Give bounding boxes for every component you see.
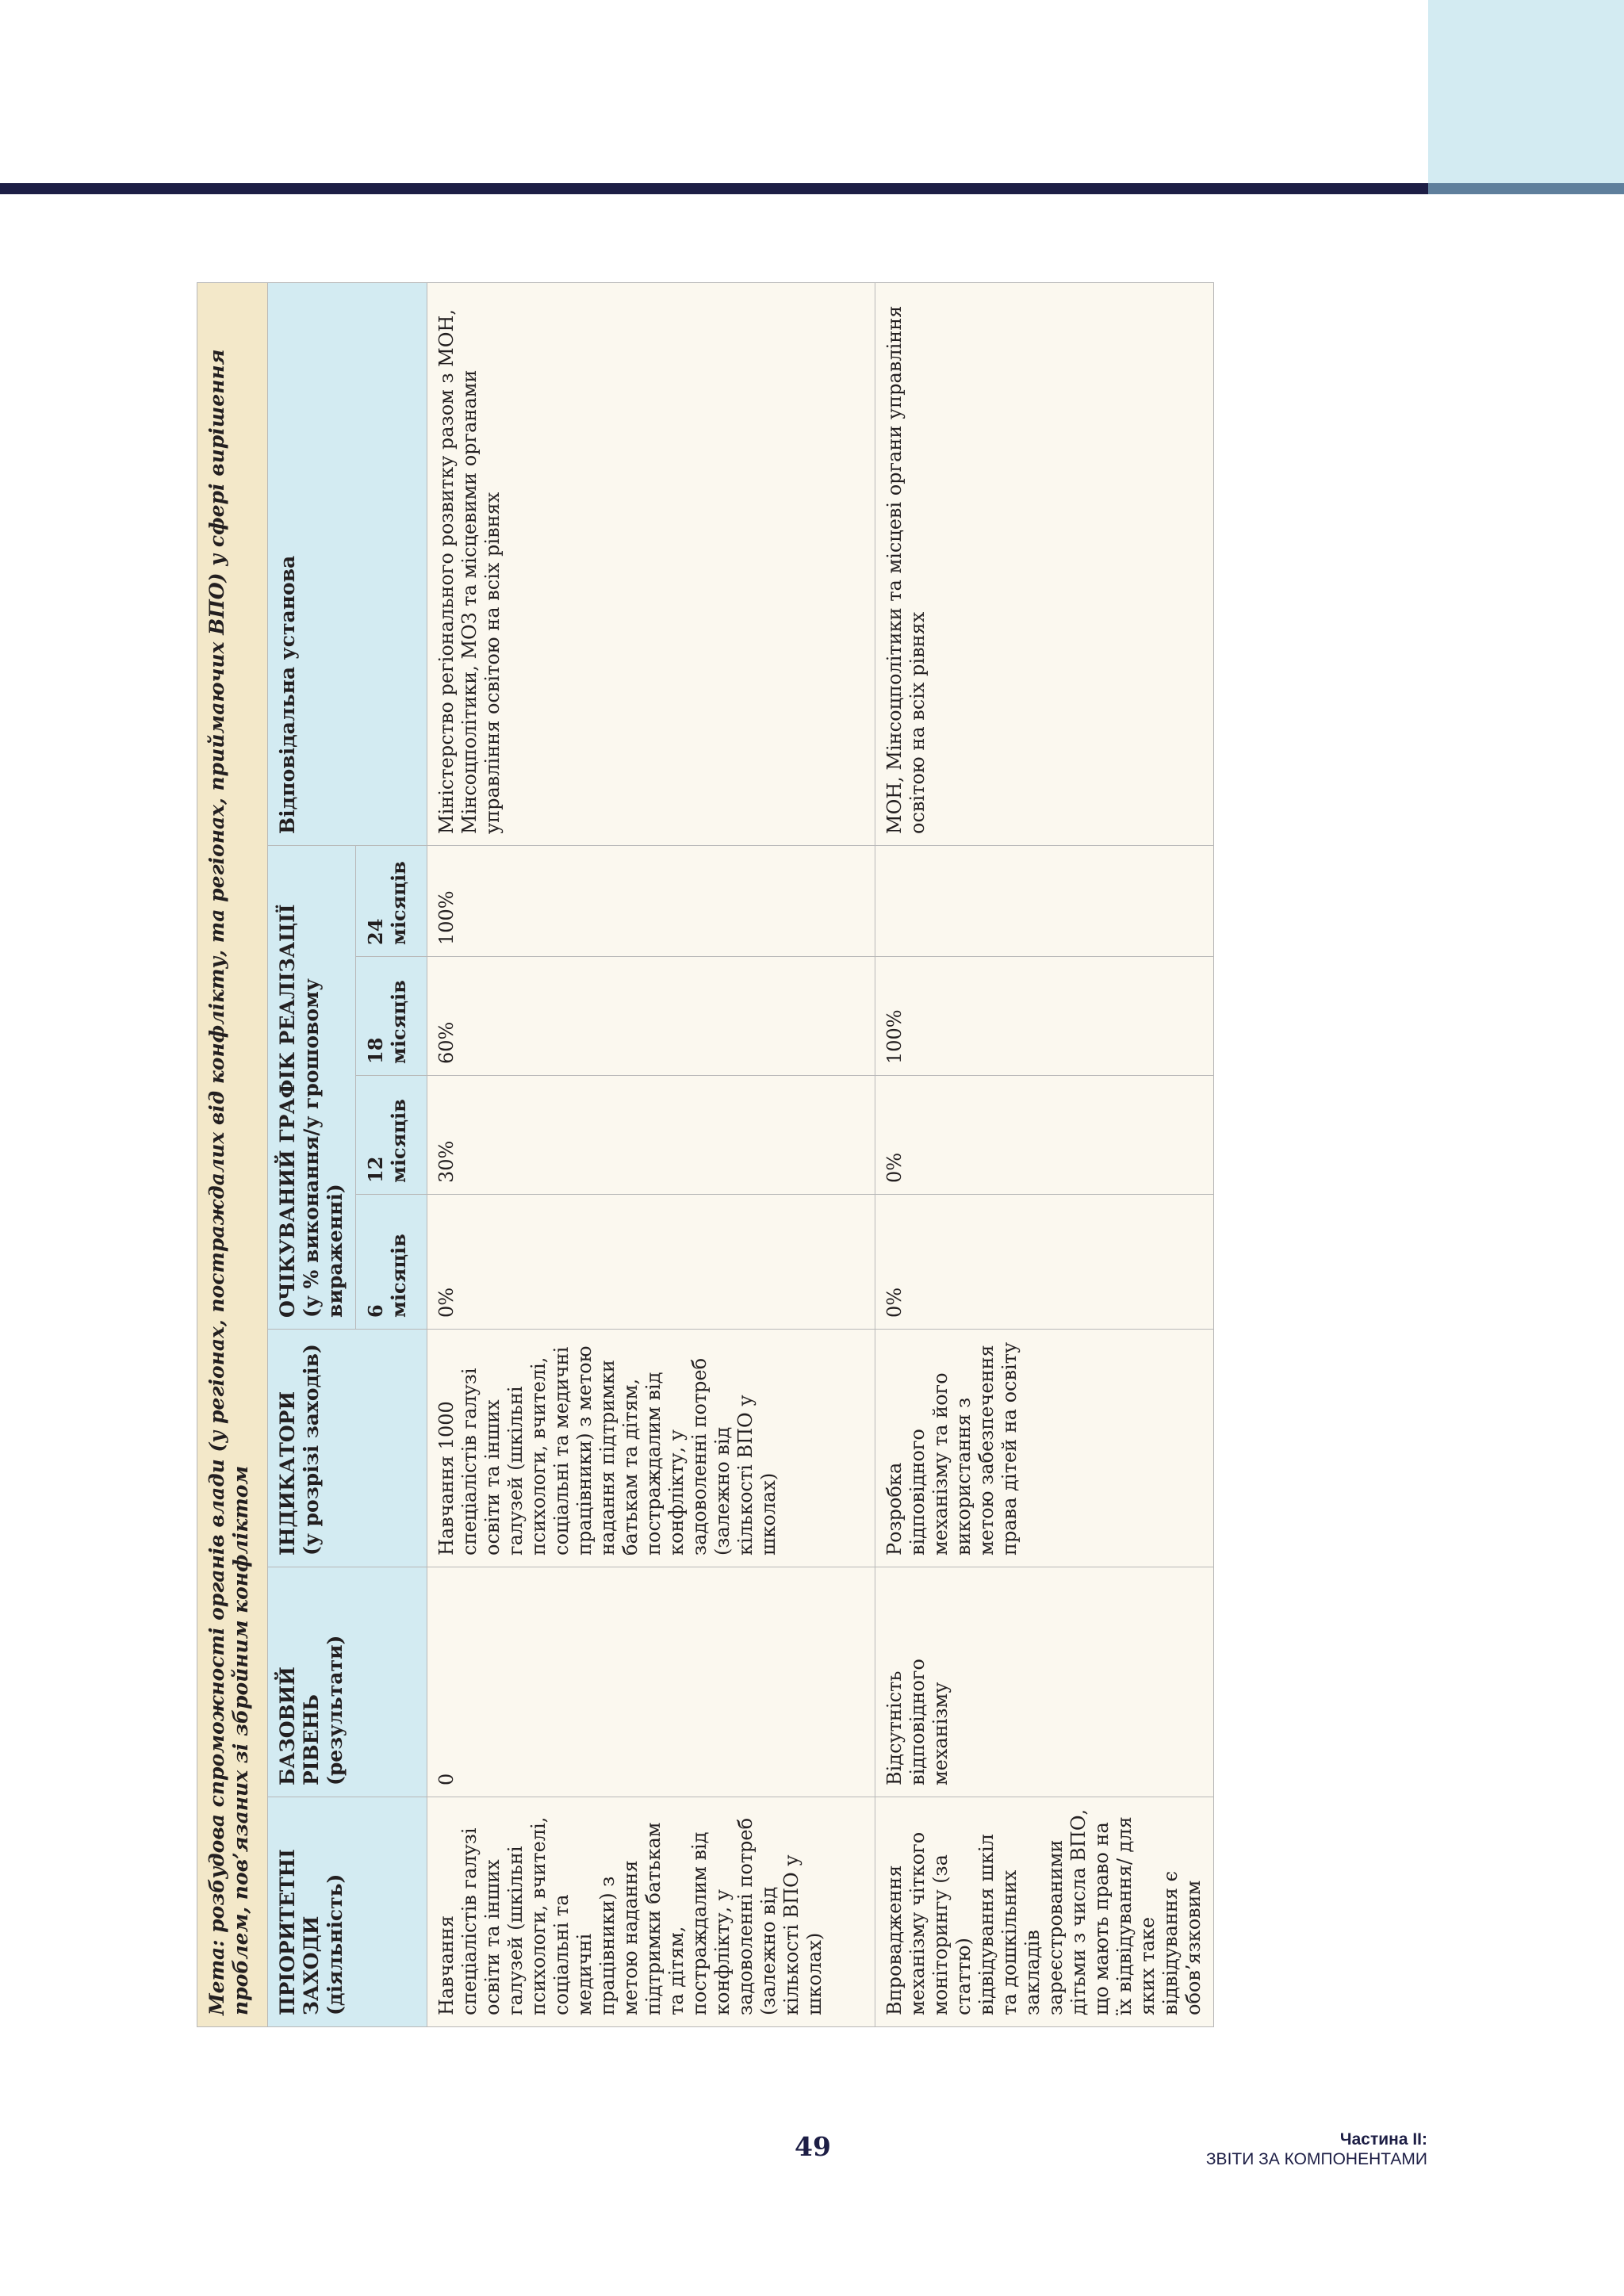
corner-decoration — [1428, 0, 1624, 185]
baseline-cell: 0 — [427, 1567, 875, 1797]
month-18-cell: 100% — [875, 957, 1214, 1076]
action-plan-table — [197, 282, 1214, 2027]
indicator-cell: Навчання 1000 спеціалістів галузі освіти та інших галузей (шкільні психологи, вчителі, соціальні та медичні працівники) з метою надання підтримки батькам та дітям, постраждалим від конфлікту, у задоволенні потреб (залежно від кількості ВПО у школах) — [427, 1330, 875, 1567]
table-row — [875, 282, 1214, 2026]
header-baseline: БАЗОВИЙ РІВЕНЬ (результати) — [268, 1567, 427, 1797]
activity-cell: Впровадження механізму чіткого моніторингу (за статтю) відвідування шкіл та дошкільних закладів зареєстрованими дітьми з числа ВПО, що мають право на їх відвідування/ для яких таке відвідування є обов’язковим — [875, 1797, 1214, 2027]
month-6-cell: 0% — [875, 1195, 1214, 1330]
footer-part-subtitle: ЗВІТИ ЗА КОМПОНЕНТАМИ — [1205, 2150, 1427, 2168]
month-18-cell: 60% — [427, 957, 875, 1076]
month-12-cell: 30% — [427, 1076, 875, 1195]
baseline-cell: Відсутність відповідного механізму — [875, 1567, 1214, 1797]
header-indicators: ІНДИКАТОРИ (у розрізі заходів) — [268, 1330, 427, 1567]
header-month-12: 12 місяців — [356, 1076, 427, 1195]
month-12-cell: 0% — [875, 1076, 1214, 1195]
header-activities: ПРІОРИТЕТНІ ЗАХОДИ (діяльність) — [268, 1797, 427, 2027]
header-band — [0, 183, 1428, 194]
activity-cell: Навчання спеціалістів галузі освіти та інших галузей (шкільні психологи, вчителі, соціальні та медичні працівники) з метою надання підтримки батькам та дітям, постраждалим від конфлікту, у задоволенні потреб (залежно від кількості ВПО у школах) — [427, 1797, 875, 2027]
indicator-cell: Розробка відповідного механізму та його використання з метою забезпечення права дітей на освіту — [875, 1330, 1214, 1567]
header-month-6: 6 місяців — [356, 1195, 427, 1330]
rotated-table-container — [197, 283, 1205, 2027]
table-row — [427, 282, 875, 2026]
header-band-accent — [1428, 183, 1624, 194]
page-number: 49 — [795, 2131, 831, 2162]
header-month-24: 24 місяців — [356, 846, 427, 957]
header-schedule: ОЧІКУВАНИЙ ГРАФІК РЕАЛІЗАЦІЇ (у % виконання/у грошовому вираженні) — [268, 846, 356, 1330]
month-6-cell: 0% — [427, 1195, 875, 1330]
responsible-cell: МОН, Мінсоцполітики та місцеві органи управління освітою на всіх рівнях — [875, 282, 1214, 845]
month-24-cell: 100% — [427, 846, 875, 957]
responsible-cell: Міністерство регіонального розвитку разом з МОН, Мінсоцполітики, МОЗ та місцевими органами управління освітою на всіх рівнях — [427, 282, 875, 845]
header-responsible: Відповідальна установа — [268, 282, 427, 845]
footer-section — [1206, 2130, 1427, 2169]
footer-part-title: Частина II: — [1339, 2130, 1427, 2149]
goal-cell: Мета: розбудова спроможності органів влади (у регіонах, постраждалих від конфлікту, та регіонах, приймаючих ВПО) у сфері вирішення проблем, пов’язаних зі збройним конфліктом — [197, 282, 268, 2026]
header-month-18: 18 місяців — [356, 957, 427, 1076]
month-24-cell — [875, 846, 1214, 957]
